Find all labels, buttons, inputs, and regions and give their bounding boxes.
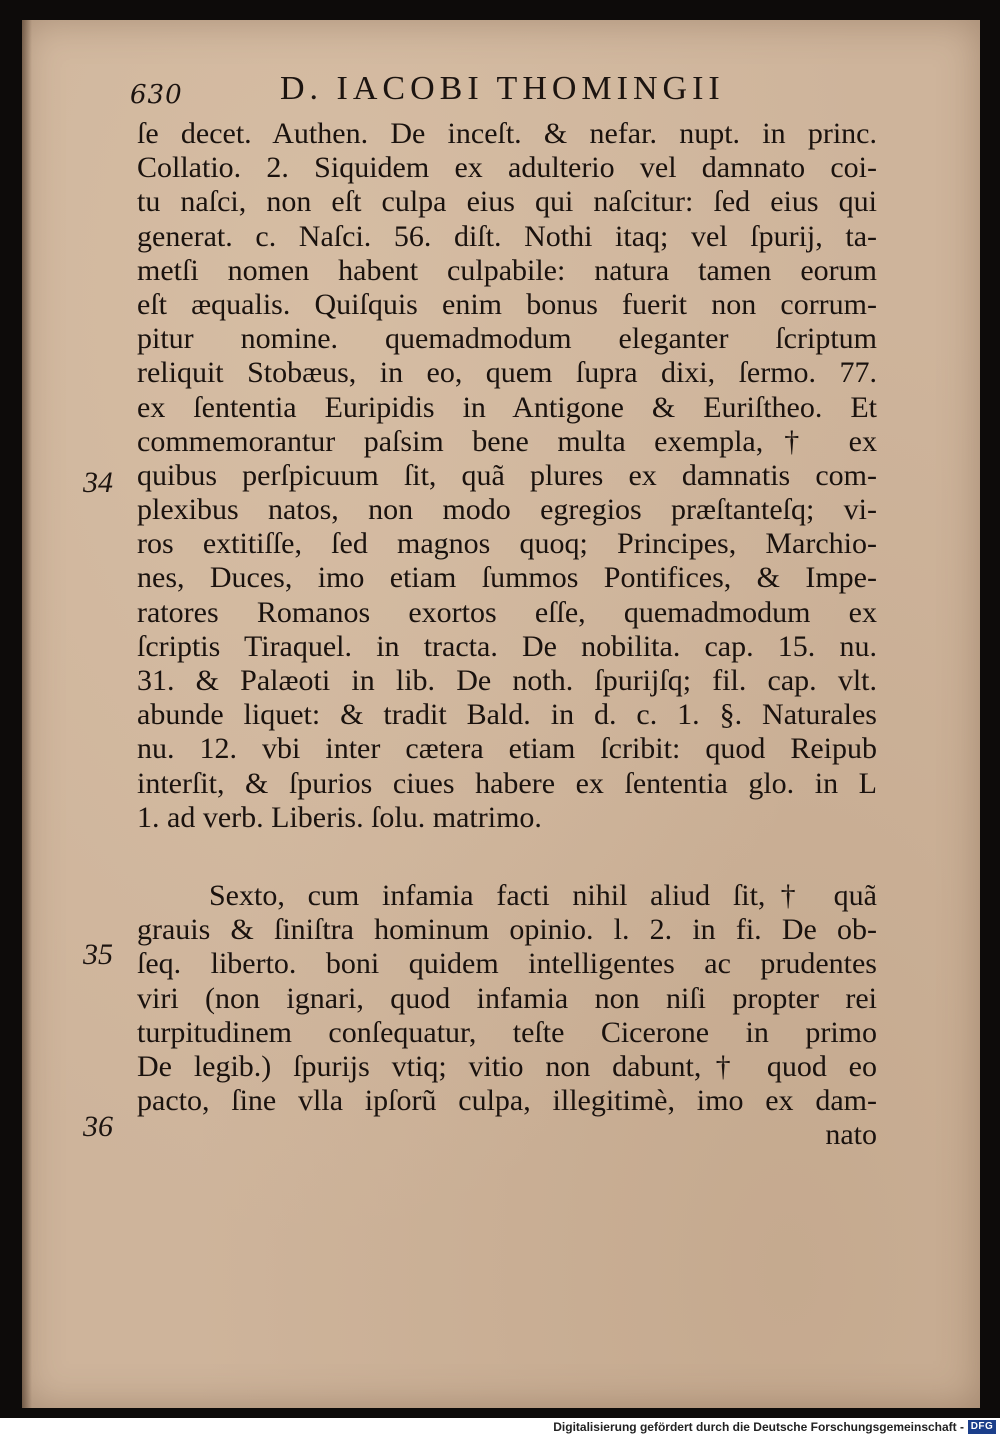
paragraph-2 bbox=[137, 879, 877, 1153]
text-line: Collatio. 2. Siquidem ex adulterio vel damnato coi- bbox=[137, 151, 877, 185]
text-line: 31. & Palæoti in lib. De noth. ſpurijſq; fil. cap. vlt. bbox=[137, 664, 877, 697]
text-line: plexibus natos, non modo egregios præſtanteſq; vi- bbox=[137, 493, 877, 527]
text-line: tu naſci, non eſt culpa eius qui naſcitur: ſed eius qui bbox=[137, 185, 877, 219]
text-line: abunde liquet: & tradit Bald. in d. c. 1. §. Naturales bbox=[137, 698, 877, 732]
catchword: nato bbox=[825, 1118, 877, 1152]
paragraph-gap bbox=[137, 835, 877, 879]
margin-number-35: 35 bbox=[83, 938, 113, 971]
text-line: Sexto, cum infamia facti nihil aliud ſit,† quã bbox=[209, 878, 877, 912]
text-line: reliquit Stobæus, in eo, quem ſupra dixi, ſermo. 77. bbox=[137, 356, 877, 390]
dfg-logo: DFG bbox=[968, 1420, 996, 1434]
text-line: viri (non ignari, quod infamia non niſi propter rei bbox=[137, 981, 877, 1015]
text-line: ratores Romanos exortos eſſe, quemadmodum ex bbox=[137, 595, 877, 629]
text-line: De legib.) ſpurijs vtiq; vitio non dabunt,† quod eo bbox=[137, 1049, 877, 1083]
text-line: ſe decet. Authen. De inceſt. & nefar. nupt. in princ. bbox=[137, 117, 877, 150]
text-line: ſcriptis Tiraquel. in tracta. De nobilita. cap. 15. nu. bbox=[137, 629, 877, 663]
paragraph-1 bbox=[137, 117, 877, 835]
text-line: nes, Duces, imo etiam ſummos Pontifices, & Impe- bbox=[137, 561, 877, 595]
text-line: ros extitiſſe, ſed magnos quoq; Principes, Marchio- bbox=[137, 527, 877, 561]
page-edge-shadow bbox=[22, 20, 32, 1408]
margin-number-34: 34 bbox=[83, 466, 113, 499]
text-line: 1. ad verb. Liberis. ſolu. matrimo. bbox=[137, 800, 542, 834]
footer-credit: Digitalisierung gefördert durch die Deutsche Forschungsgemeinschaft - bbox=[553, 1420, 964, 1434]
margin-number-36: 36 bbox=[83, 1110, 113, 1143]
text-line: nu. 12. vbi inter cætera etiam ſcribit: quod Reipub bbox=[137, 732, 877, 766]
text-line: interſit, & ſpurios ciues habere ex ſententia glo. in L bbox=[137, 766, 877, 800]
running-title: D. IACOBI THOMINGII bbox=[280, 70, 725, 107]
text-line: commemorantur paſsim bene multa exempla,† ex bbox=[137, 424, 877, 458]
text-line: metſi nomen habent culpabile: natura tamen eorum bbox=[137, 253, 877, 287]
footer-bar bbox=[0, 1418, 1000, 1437]
text-line: turpitudinem conſequatur, teſte Cicerone in primo bbox=[137, 1015, 877, 1049]
text-line: ſeq. liberto. boni quidem intelligentes ac prudentes bbox=[137, 947, 877, 981]
text-block bbox=[137, 117, 877, 1152]
text-line: pacto, ſine vlla ipſorũ culpa, illegitimè, imo ex dam- bbox=[137, 1084, 877, 1118]
page-number: 630 bbox=[130, 80, 183, 110]
text-line: quibus perſpicuum ſit, quã plures ex damnatis com- bbox=[137, 458, 877, 492]
text-line: grauis & ſiniſtra hominum opinio. l. 2. in fi. De ob- bbox=[137, 913, 877, 947]
text-line: eſt æqualis. Quiſquis enim bonus fuerit non corrum- bbox=[137, 287, 877, 321]
text-line: generat. c. Naſci. 56. diſt. Nothi itaq; vel ſpurij, ta- bbox=[137, 219, 877, 253]
text-line: ex ſententia Euripidis in Antigone & Euriſtheo. Et bbox=[137, 390, 877, 424]
running-head bbox=[130, 70, 930, 120]
text-line: pitur nomine. quemadmodum eleganter ſcriptum bbox=[137, 322, 877, 356]
